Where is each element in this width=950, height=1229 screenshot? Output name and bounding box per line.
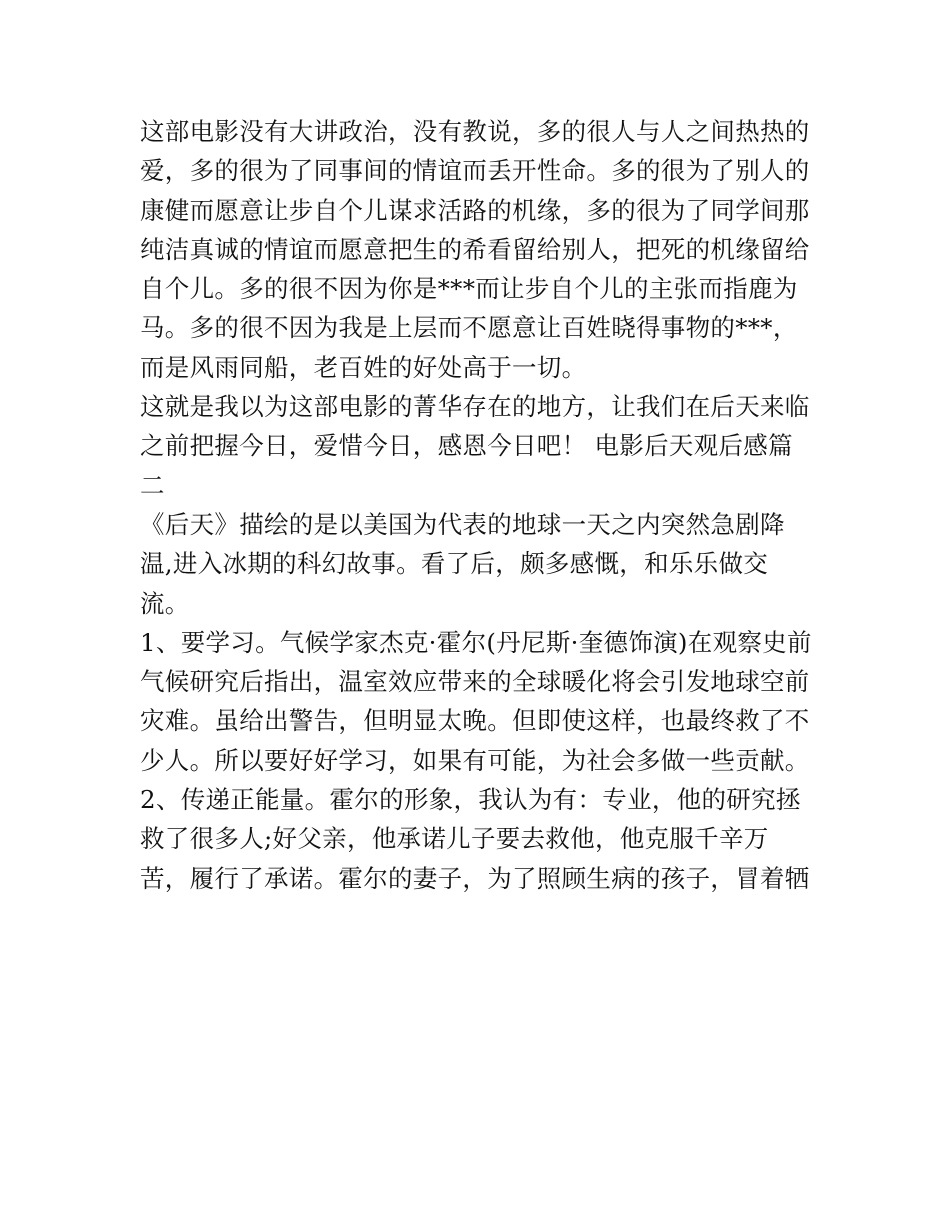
text-line: 爱，多的很为了同事间的情谊而丢开性命。多的很为了别人的 <box>140 156 810 186</box>
text-line: 之前把握今日，爱惜今日，感恩今日吧！ 电影后天观后感篇 <box>140 431 793 461</box>
text-line: 康健而愿意让步自个儿谋求活路的机缘，多的很为了同学间那 <box>140 195 810 225</box>
text-line: 二 <box>140 470 165 500</box>
text-line: 少人。所以要好好学习，如果有可能，为社会多做一些贡献。 <box>140 745 810 775</box>
text-line: 2、传递正能量。霍尔的形象，我认为有：专业，他的研究拯 <box>140 785 801 815</box>
text-line: 1、要学习。气候学家杰克·霍尔(丹尼斯·奎德饰演)在观察史前 <box>140 627 812 657</box>
body-text <box>140 112 820 898</box>
text-line: 苦，履行了承诺。霍尔的妻子，为了照顾生病的孩子，冒着牺 <box>140 863 810 893</box>
text-line: 流。 <box>140 588 190 618</box>
text-line: 灾难。虽给出警告，但明显太晚。但即使这样，也最终救了不 <box>140 706 810 736</box>
text-line: 马。多的很不因为我是上层而不愿意让百姓晓得事物的***， <box>140 313 798 343</box>
text-line: 温,进入冰期的科幻故事。看了后，颇多感慨，和乐乐做交 <box>140 549 769 579</box>
text-line: 自个儿。多的很不因为你是***而让步自个儿的主张而指鹿为 <box>140 274 798 304</box>
text-line: 这部电影没有大讲政治，没有教说，多的很人与人之间热热的 <box>140 117 810 146</box>
text-line: 气候研究后指出，温室效应带来的全球暖化将会引发地球空前 <box>140 667 810 697</box>
text-line: 救了很多人;好父亲，他承诺儿子要去救他，他克服千辛万 <box>140 824 769 854</box>
text-line: 这就是我以为这部电影的菁华存在的地方，让我们在后天来临 <box>140 392 810 422</box>
text-line: 纯洁真诚的情谊而愿意把生的希看留给别人，把死的机缘留给 <box>140 234 810 264</box>
text-line: 而是风雨同船，老百姓的好处高于一切。 <box>140 352 587 382</box>
text-line: 《后天》描绘的是以美国为代表的地球一天之内突然急剧降 <box>140 509 785 539</box>
